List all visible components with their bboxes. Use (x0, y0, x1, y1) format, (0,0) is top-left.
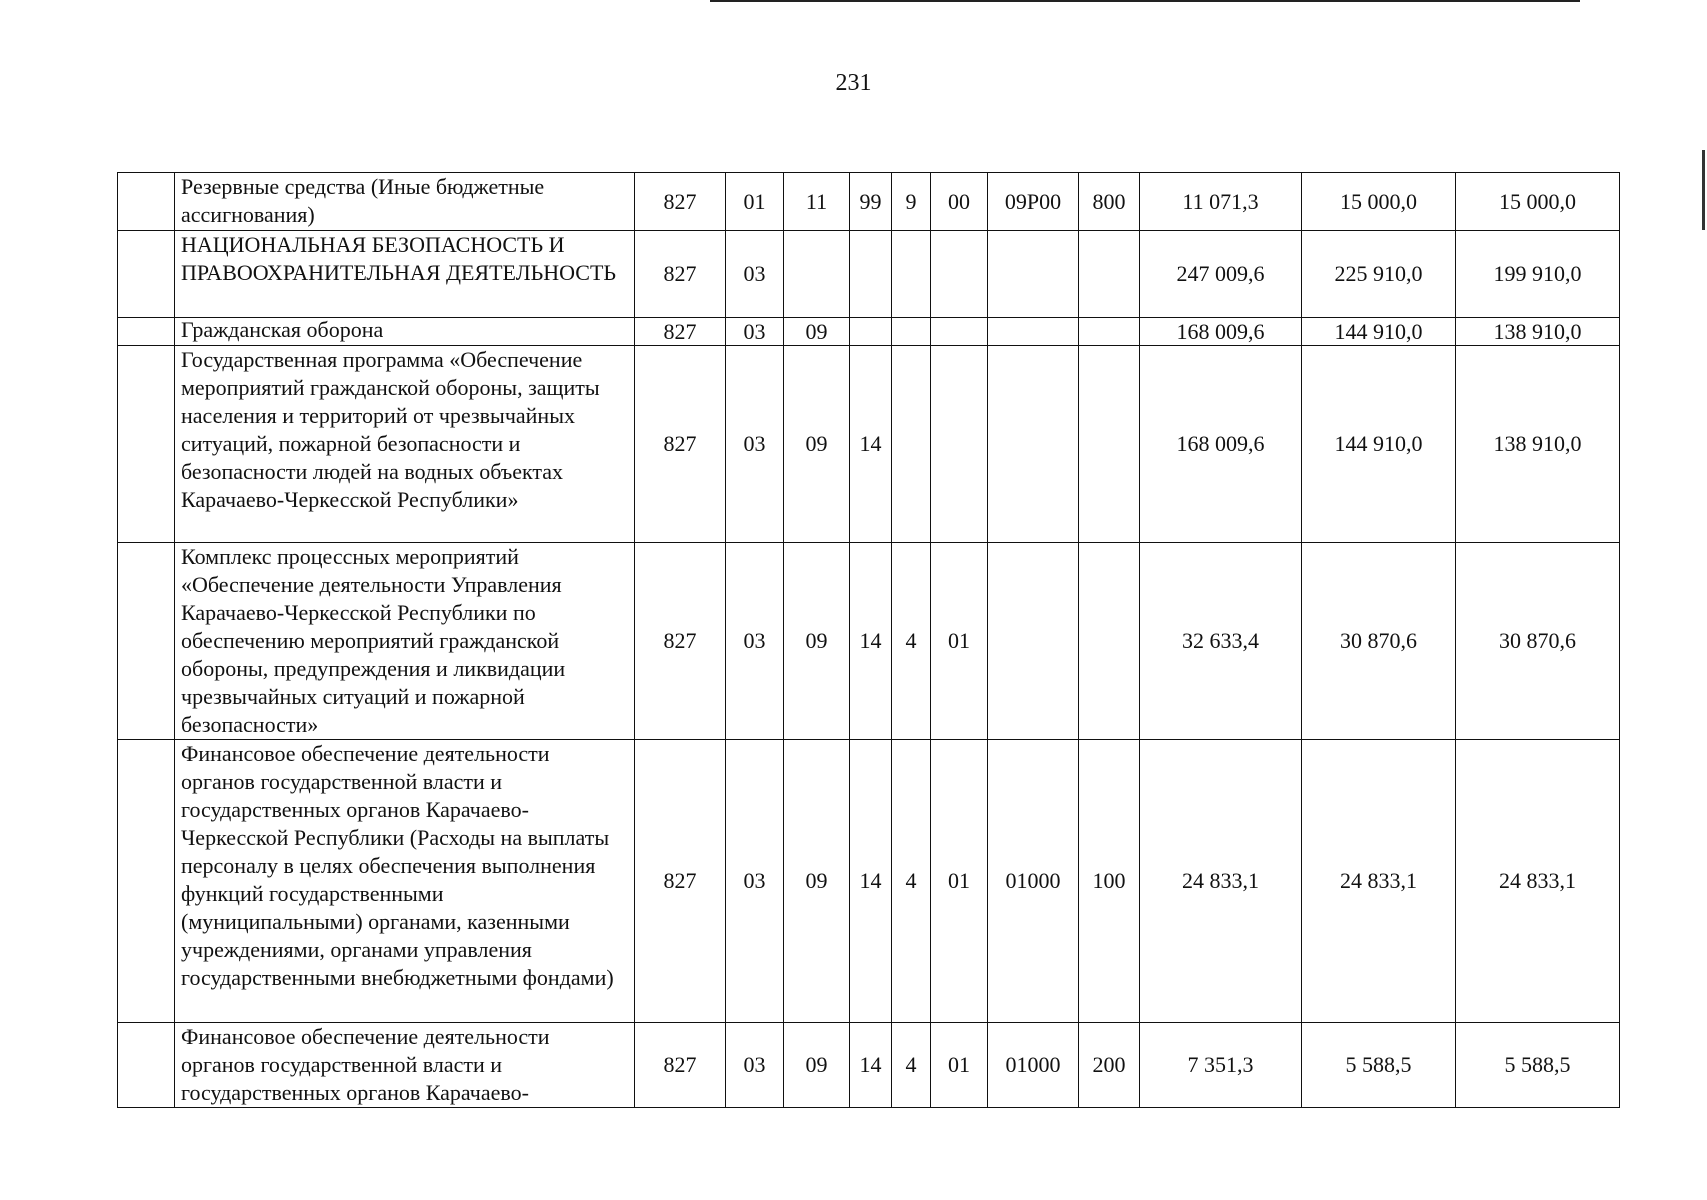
subsection-code: 09 (784, 346, 850, 543)
row-name: Комплекс процессных мероприятий «Обеспечение деятельности Управления Карачаево-Черкесской Республики по обеспечению мероприятий гражданской обороны, предупреждения и ликвидации чрезвычайных ситуаций и пожарной безопасности» (175, 543, 635, 740)
structural-element-code (931, 346, 988, 543)
amount-year-2: 15 000,0 (1302, 173, 1456, 231)
amount-year-2: 144 910,0 (1302, 318, 1456, 346)
grbs-code: 827 (635, 173, 726, 231)
section-code: 01 (726, 173, 784, 231)
section-code: 03 (726, 543, 784, 740)
amount-year-1: 247 009,6 (1140, 231, 1302, 318)
program-type-code: 9 (892, 173, 931, 231)
program-type-code (892, 318, 931, 346)
grbs-code: 827 (635, 543, 726, 740)
expense-direction-code: 09Р00 (988, 173, 1079, 231)
program-code: 14 (850, 346, 892, 543)
expense-type-code (1079, 346, 1140, 543)
row-name: НАЦИОНАЛЬНАЯ БЕЗОПАСНОСТЬ И ПРАВООХРАНИТЕЛЬНАЯ ДЕЯТЕЛЬНОСТЬ (175, 231, 635, 318)
program-type-code: 4 (892, 1023, 931, 1108)
section-code: 03 (726, 231, 784, 318)
expense-direction-code: 01000 (988, 1023, 1079, 1108)
structural-element-code: 01 (931, 543, 988, 740)
subsection-code (784, 231, 850, 318)
table-row (118, 173, 1620, 231)
amount-year-2: 30 870,6 (1302, 543, 1456, 740)
program-code: 99 (850, 173, 892, 231)
amount-year-1: 168 009,6 (1140, 318, 1302, 346)
row-marker-cell (118, 231, 175, 318)
table-row (118, 543, 1620, 740)
grbs-code: 827 (635, 318, 726, 346)
subsection-code: 09 (784, 740, 850, 1023)
amount-year-2: 5 588,5 (1302, 1023, 1456, 1108)
expense-type-code (1079, 231, 1140, 318)
expense-type-code: 200 (1079, 1023, 1140, 1108)
row-marker-cell (118, 346, 175, 543)
amount-year-3: 30 870,6 (1456, 543, 1620, 740)
scan-border-right (1702, 150, 1705, 230)
expense-direction-code (988, 231, 1079, 318)
program-type-code: 4 (892, 740, 931, 1023)
structural-element-code: 01 (931, 1023, 988, 1108)
amount-year-1: 7 351,3 (1140, 1023, 1302, 1108)
row-name: Гражданская оборона (175, 318, 635, 346)
program-type-code: 4 (892, 543, 931, 740)
subsection-code: 09 (784, 543, 850, 740)
expense-type-code: 800 (1079, 173, 1140, 231)
amount-year-1: 24 833,1 (1140, 740, 1302, 1023)
row-marker-cell (118, 543, 175, 740)
program-code: 14 (850, 1023, 892, 1108)
structural-element-code: 00 (931, 173, 988, 231)
program-type-code (892, 346, 931, 543)
expense-type-code (1079, 318, 1140, 346)
section-code: 03 (726, 740, 784, 1023)
amount-year-1: 32 633,4 (1140, 543, 1302, 740)
amount-year-3: 5 588,5 (1456, 1023, 1620, 1108)
program-code: 14 (850, 543, 892, 740)
subsection-code: 09 (784, 1023, 850, 1108)
expense-direction-code: 01000 (988, 740, 1079, 1023)
grbs-code: 827 (635, 346, 726, 543)
program-type-code (892, 231, 931, 318)
amount-year-3: 24 833,1 (1456, 740, 1620, 1023)
row-name: Государственная программа «Обеспечение мероприятий гражданской обороны, защиты населения и территорий от чрезвычайных ситуаций, пожарной безопасности и безопасности людей на водных объектах Карачаево-Черкесской Республики» (175, 346, 635, 543)
subsection-code: 11 (784, 173, 850, 231)
amount-year-2: 225 910,0 (1302, 231, 1456, 318)
row-marker-cell (118, 318, 175, 346)
expense-direction-code (988, 543, 1079, 740)
grbs-code: 827 (635, 231, 726, 318)
table-row (118, 346, 1620, 543)
table-row (118, 231, 1620, 318)
amount-year-2: 24 833,1 (1302, 740, 1456, 1023)
subsection-code: 09 (784, 318, 850, 346)
amount-year-1: 11 071,3 (1140, 173, 1302, 231)
row-marker-cell (118, 1023, 175, 1108)
section-code: 03 (726, 318, 784, 346)
row-marker-cell (118, 740, 175, 1023)
table-row (118, 740, 1620, 1023)
amount-year-2: 144 910,0 (1302, 346, 1456, 543)
row-name: Резервные средства (Иные бюджетные ассигнования) (175, 173, 635, 231)
row-name: Финансовое обеспечение деятельности органов государственной власти и государственных органов Карачаево- (175, 1023, 635, 1108)
expense-type-code: 100 (1079, 740, 1140, 1023)
section-code: 03 (726, 1023, 784, 1108)
structural-element-code (931, 318, 988, 346)
amount-year-1: 168 009,6 (1140, 346, 1302, 543)
page-number: 231 (835, 70, 872, 96)
row-marker-cell (118, 173, 175, 231)
expense-direction-code (988, 318, 1079, 346)
table-body (118, 173, 1620, 1108)
budget-table (117, 172, 1620, 1108)
structural-element-code: 01 (931, 740, 988, 1023)
structural-element-code (931, 231, 988, 318)
scan-border-top (710, 0, 1580, 2)
expense-direction-code (988, 346, 1079, 543)
amount-year-3: 138 910,0 (1456, 346, 1620, 543)
grbs-code: 827 (635, 740, 726, 1023)
grbs-code: 827 (635, 1023, 726, 1108)
amount-year-3: 199 910,0 (1456, 231, 1620, 318)
amount-year-3: 138 910,0 (1456, 318, 1620, 346)
table-row (118, 318, 1620, 346)
program-code (850, 231, 892, 318)
expense-type-code (1079, 543, 1140, 740)
table-row (118, 1023, 1620, 1108)
program-code (850, 318, 892, 346)
section-code: 03 (726, 346, 784, 543)
row-name: Финансовое обеспечение деятельности органов государственной власти и государственных органов Карачаево-Черкесской Республики (Расходы на выплаты персоналу в целях обеспечения выполнения функций государственными (муниципальными) органами, казенными учреждениями, органами управления государственными внебюджетными фондами) (175, 740, 635, 1023)
program-code: 14 (850, 740, 892, 1023)
amount-year-3: 15 000,0 (1456, 173, 1620, 231)
